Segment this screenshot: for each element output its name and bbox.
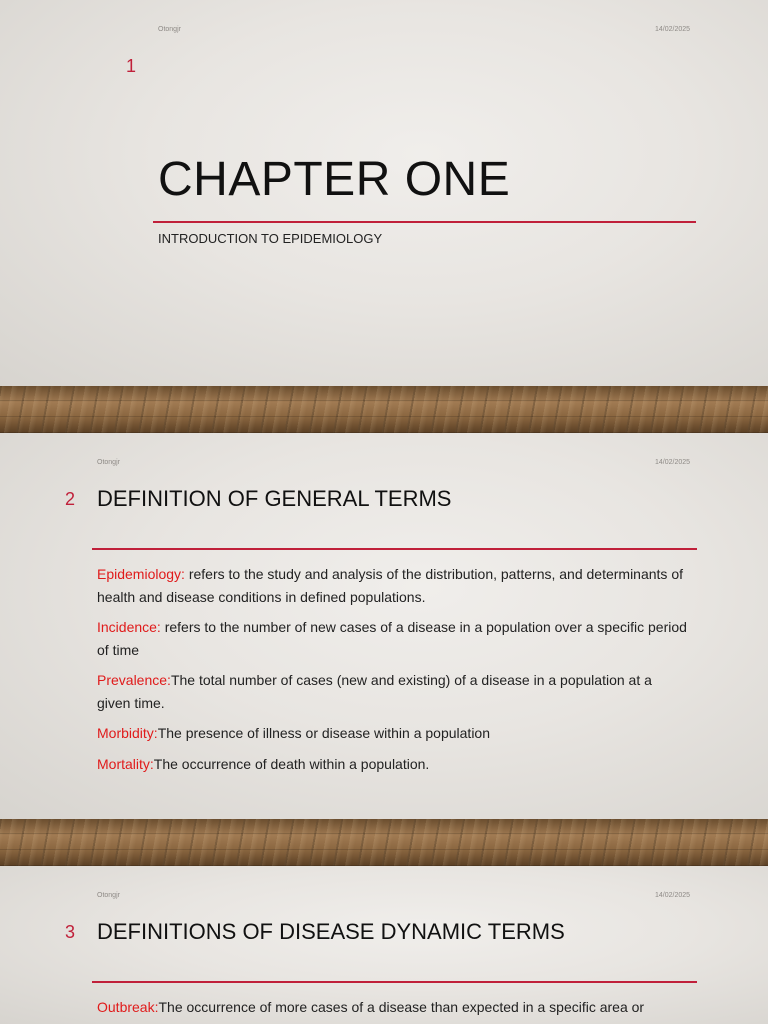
term-definition: The occurrence of more cases of a disease than expected in a specific area or — [158, 999, 645, 1015]
slide-title: CHAPTER ONE — [158, 153, 511, 206]
definitions-list — [97, 563, 687, 783]
heading-divider — [92, 981, 697, 983]
term-definition: The total number of cases (new and existing) of a disease in a population at a given time. — [97, 672, 652, 711]
term-label: Epidemiology: — [97, 566, 185, 582]
wood-floor-divider — [0, 386, 768, 433]
slide-author: Otongjr — [97, 459, 120, 466]
list-item — [97, 616, 687, 661]
slide-3 — [0, 866, 768, 1024]
term-label: Incidence: — [97, 619, 161, 635]
term-definition: refers to the number of new cases of a disease in a population over a specific period of time — [97, 619, 687, 658]
slide-date: 14/02/2025 — [655, 892, 691, 899]
slide-heading: DEFINITIONS OF DISEASE DYNAMIC TERMS — [97, 919, 565, 944]
term-label: Mortality: — [97, 755, 154, 772]
term-definition: The presence of illness or disease within a population — [157, 725, 490, 741]
slide-author: Otongjr — [97, 892, 120, 899]
wood-floor-divider — [0, 819, 768, 866]
slide-2 — [0, 433, 768, 819]
slide-date: 14/02/2025 — [655, 459, 691, 466]
slide-number: 1 — [126, 56, 137, 76]
slide-subtitle: INTRODUCTION TO EPIDEMIOLOGY — [158, 231, 383, 246]
slide-1 — [0, 0, 768, 386]
term-label: Outbreak: — [97, 999, 159, 1015]
list-item — [97, 722, 687, 745]
list-item — [97, 996, 687, 1019]
term-label: Morbidity: — [97, 725, 158, 741]
term-definition: The occurrence of death within a population. — [153, 755, 430, 772]
title-divider — [153, 221, 696, 223]
slide-heading: DEFINITION OF GENERAL TERMS — [97, 486, 452, 511]
slide-number: 3 — [65, 922, 76, 942]
definitions-list — [97, 996, 687, 1024]
list-item — [97, 563, 687, 608]
term-label: Prevalence: — [97, 672, 171, 688]
slide-author: Otongjr — [158, 26, 181, 33]
slide-number: 2 — [65, 489, 76, 509]
slide-date: 14/02/2025 — [655, 26, 691, 33]
term-definition: refers to the study and analysis of the distribution, patterns, and determinants of health and disease conditions in defined populations. — [97, 566, 683, 605]
heading-divider — [92, 548, 697, 550]
list-item — [97, 753, 687, 776]
list-item — [97, 669, 687, 714]
